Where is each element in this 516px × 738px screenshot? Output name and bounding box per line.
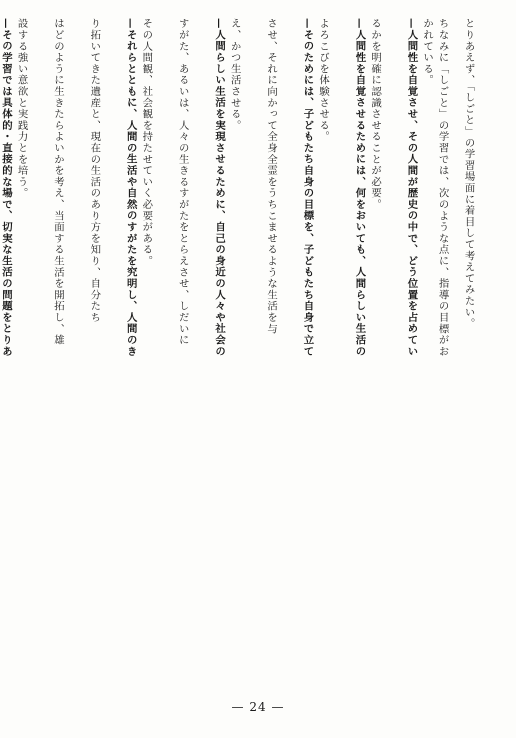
text-line: —それらとともに、人間の生活や自然のすがたを究明し、人間のき bbox=[124, 18, 137, 357]
text-line: 設する強い意欲と実践力とを培う。 bbox=[15, 18, 28, 199]
text-line: その人間観、社会観を持たせていく必要がある。 bbox=[140, 18, 153, 267]
text-line: —人間性を自覚させるためには、何をおいても、人間らしい生活の bbox=[353, 18, 366, 357]
text-line: り拓いてきた遺産と、現在の生活のあり方を知り、自分たち bbox=[88, 18, 101, 324]
text-line: かれている。 bbox=[421, 18, 434, 86]
text-line: —人間らしい生活を実現させるために、自己の身近の人々や社会の bbox=[213, 18, 226, 357]
text-line: とりあえず、「しごと」の学習場面に着目して考えてみたい。 bbox=[462, 18, 475, 330]
text-line: —人間性を自覚させ、その人間が歴史の中で、どう位置を占めてい bbox=[405, 18, 418, 357]
text-line: はどのように生きたらよいかを考え、当面する生活を開拓し、雄 bbox=[51, 18, 64, 346]
text-line: —そのためには、子どもたち自身の目標を、子どもたち自身で立て bbox=[301, 18, 314, 357]
text-line: ちなみに「しごと」の学習では、次のような点に、指導の目標がお bbox=[436, 18, 449, 357]
text-line: るかを明確に認識させることが必要。 bbox=[369, 18, 382, 211]
text-line: すがた、あるいは、人々の生きるすがたをとらえさせ、しだいに bbox=[176, 18, 189, 346]
text-line: させ、それに向かって全身全霊をうちこませるような生活を与 bbox=[265, 18, 278, 335]
text-line: —その学習では具体的・直接的な場で、切実な生活の問題をとりあ bbox=[0, 18, 12, 357]
page-number: — 24 — bbox=[231, 700, 285, 714]
text-line: よろこびを体験させる。 bbox=[317, 18, 330, 143]
text-line: え、かつ生活させる。 bbox=[228, 18, 241, 131]
vertical-text-body bbox=[0, 18, 486, 688]
